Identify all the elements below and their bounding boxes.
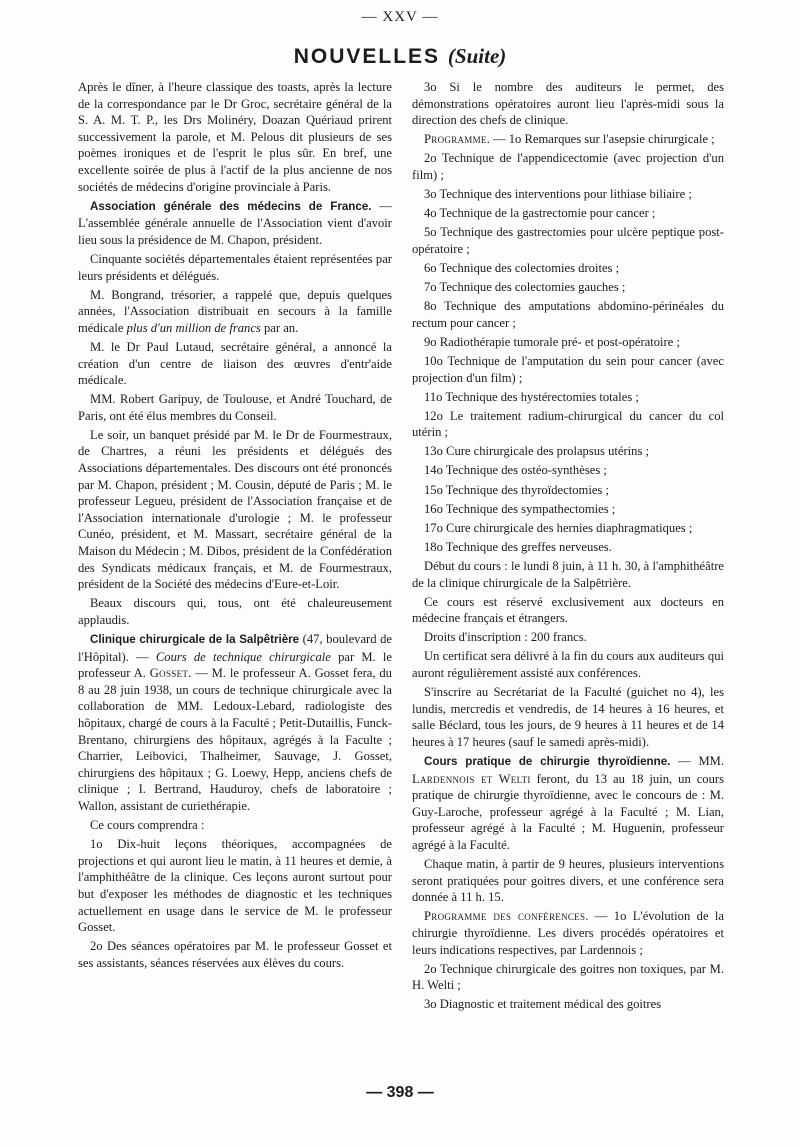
paragraph: 2o Technique chirurgicale des goitres non toxiques, par M. H. Welti ;	[412, 961, 724, 993]
left-column	[78, 79, 392, 1064]
program-item: 7o Technique des colectomies gauches ;	[424, 280, 626, 295]
paragraph: Ce cours est réservé exclusivement aux docteurs en médecine français et étrangers.	[412, 594, 724, 626]
paragraph-text: . — 1o Remarques sur l'asepsie chirurgicale ;	[486, 132, 715, 147]
paragraph: 3o Si le nombre des auditeurs le permet, des démonstrations opératoires auront lieu l'après-midi sous la direction des chefs de clinique.	[412, 80, 724, 128]
small-caps-name: Gosset	[149, 666, 189, 681]
page-title	[0, 44, 800, 69]
paragraph: Droits d'inscription : 200 francs.	[424, 630, 587, 645]
program-item: 6o Technique des colectomies droites ;	[424, 260, 620, 275]
paragraph: S'inscrire au Secrétariat de la Faculté (guichet no 4), les lundis, mercredis et vendredis, de 14 heures à 16 heures, et salle Béclard, tous les jours, de 9 heures à 11 heures et de 14 heures à 17 heures (sauf le samedi après-midi).	[412, 685, 724, 749]
paragraph: Le soir, un banquet présidé par M. le Dr de Fourmestraux, de Chartres, a réuni les présidents et délégués des Associations départementales. Des discours ont été prononcés par M. Chapon, président ; M. Cousin, député de Paris ; M. le professeur Legueu, président de l'Association française et de l'Association internationale d'urologie ; M. le professeur Cunéo, président, et M. Massart, secrétaire général de la Maison du Médecin ; M. Dibos, président de la Confédération des Syndicats médicaux français, et M. de Fourmestraux, président de la Société des médecins d'Eure-et-Loir.	[78, 427, 392, 592]
program-item: 2o Technique de l'appendicectomie (avec projection d'un film) ;	[412, 151, 724, 182]
paragraph-text: . — M. le professeur A. Gosset fera, du 8 au 28 juin 1938, un cours de technique chirurgicale avec la collaboration de MM. Ledoux-Lebard, radiologiste des hôpitaux, chargé de cours à la Faculté ; Petit-Dutaillis, Funck-Brentano, chirurgiens des hôpitaux, agrégés à la Faculte ; Charrier, Leibovici, Thalheimer, Sauvage, J. Gosset, chirurgiens des hôpitaux ; G. Loewy, Hepp, anciens chefs de clinique ; I. Bertrand, Hauduroy, chefs de laboratoire ; Wallon, assistant de curiethérapie.	[78, 666, 392, 813]
paragraph: Après le dîner, à l'heure classique des toasts, après la lecture de la correspondance par le Dr Groc, secrétaire général de la S. A. M. T. P., les Drs Molinéry, Doazan Quériaud prirent successivement la parole, et M. Pelous dit plusieurs de ses poèmes ironiques et de l'esprit le plus sûr. En bref, une excellente soirée de plus à l'actif de la plus ancienne de nos sociétés de médecins d'origine provinciale à Paris.	[78, 80, 392, 194]
paragraph-text: par an.	[260, 320, 299, 335]
paragraph: 3o Diagnostic et traitement médical des goitres	[424, 997, 662, 1012]
paragraph-text: M. Bongrand, trésorier, a rappelé que, depuis quelques années, l'Association distribuait en secours à la famille médicale	[78, 287, 392, 335]
program-item: 9o Radiothérapie tumorale pré- et post-opératoire ;	[424, 334, 680, 349]
program-item: 3o Technique des interventions pour lithiase biliaire ;	[424, 187, 692, 202]
paragraph: 2o Des séances opératoires par M. le professeur Gosset et ses assistants, séances réservées aux élèves du cours.	[78, 939, 392, 970]
section-heading: Clinique chirurgicale de la Salpêtrière	[90, 633, 300, 646]
paragraph	[412, 753, 724, 854]
program-item: 18o Technique des greffes nerveuses.	[424, 539, 612, 554]
paragraph-text: par M. le professeur A.	[78, 649, 392, 681]
paragraph: Un certificat sera délivré à la fin du cours aux auditeurs qui auront régulièrement assisté aux conférences.	[412, 649, 724, 680]
program-item: 10o Technique de l'amputation du sein pour cancer (avec projection d'un film) ;	[412, 353, 724, 385]
program-item: 15o Technique des thyroïdectomies ;	[424, 482, 609, 497]
paragraph: 1o Dix-huit leçons théoriques, accompagnées de projections et qui auront lieu le matin, à 11 heures et demie, à l'amphithéâtre de la clinique. Ces leçons auront surtout pour but d'exposer les méthodes de diagnostic et les techniques actuellement en usage dans le service de M. le professeur Gosset.	[78, 837, 392, 935]
paragraph: Cinquante sociétés départementales étaient représentées par leurs présidents et délégués.	[78, 251, 392, 283]
program-item: 4o Technique de la gastrectomie pour cancer ;	[424, 206, 656, 221]
emphasis: plus d'un million de francs	[126, 320, 261, 335]
section-heading: Association générale des médecins de France.	[90, 199, 372, 213]
running-header: — XXV —	[361, 9, 439, 25]
small-caps-label: Programme	[424, 132, 487, 147]
paragraph: Chaque matin, à partir de 9 heures, plusieurs interventions seront pratiquées pour goitres divers, et une conférence sera donnée à 11 h. 15.	[412, 857, 724, 905]
section-heading: Cours pratique de chirurgie thyroïdienne.	[424, 754, 671, 768]
title-main: NOUVELLES	[293, 45, 441, 68]
paragraph: M. le Dr Paul Lutaud, secrétaire général, a annoncé la création d'un centre de liaison des œuvres d'entr'aide médicale.	[78, 339, 392, 388]
paragraph-text: feront, du 13 au 18 juin, un cours pratique de chirurgie thyroïdienne, avec le concours de : M. Guy-Laroche, professeur agrégé à la Faculté ; M. Lian, professeur agrégé à la Faculté ; M. Huguenin, professeur agrégé à la Faculté.	[412, 771, 724, 852]
program-item: 17o Cure chirurgicale des hernies diaphragmatiques ;	[424, 520, 693, 535]
title-sub: (Suite)	[447, 44, 507, 68]
emphasis: Cours de technique chirurgicale	[155, 649, 331, 664]
program-item: 16o Technique des sympathectomies ;	[424, 501, 616, 516]
paragraph	[78, 198, 392, 249]
program-item: 14o Technique des ostéo-synthèses ;	[424, 463, 607, 478]
small-caps-name: Lardennois et Welti	[412, 771, 531, 786]
paragraph: Début du cours : le lundi 8 juin, à 11 h. 30, à l'amphithéâtre de la clinique chirurgicale de la Salpêtrière.	[412, 558, 724, 590]
program-item: 12o Le traitement radium-chirurgical du cancer du col utérin ;	[412, 408, 724, 440]
paragraph	[78, 631, 392, 815]
small-caps-label: Programme des conférences	[424, 909, 586, 924]
paragraph: Ce cours comprendra :	[90, 818, 205, 833]
right-column	[412, 79, 724, 1064]
paragraph: Beaux discours qui, tous, ont été chaleureusement applaudis.	[78, 596, 392, 627]
paragraph	[412, 131, 724, 148]
page-number: — 398 —	[366, 1084, 434, 1101]
paragraph: MM. Robert Garipuy, de Toulouse, et André Touchard, de Paris, ont été élus membres du Conseil.	[78, 392, 392, 423]
program-item: 13o Cure chirurgicale des prolapsus utérins ;	[424, 444, 650, 459]
paragraph-text: — MM.	[670, 753, 724, 768]
program-item: 5o Technique des gastrectomies pour ulcère peptique post-opératoire ;	[412, 225, 724, 256]
paragraph	[412, 908, 724, 958]
paragraph-text: (47, boulevard de l'Hôpital). —	[78, 632, 392, 664]
program-list	[412, 150, 724, 555]
paragraph-text: . — 1o L'évolution de la chirurgie thyroïdienne. Les divers procédés opératoires et leurs indications respectives, par Lardennois ;	[412, 909, 724, 957]
paragraph-text: — L'assemblée générale annuelle de l'Association vient d'avoir lieu sous la présidence de M. Chapon, président.	[78, 198, 392, 247]
program-item: 8o Technique des amputations abdomino-périnéales du rectum pour cancer ;	[412, 299, 724, 330]
program-item: 11o Technique des hystérectomies totales ;	[424, 389, 639, 404]
paragraph	[78, 287, 392, 337]
